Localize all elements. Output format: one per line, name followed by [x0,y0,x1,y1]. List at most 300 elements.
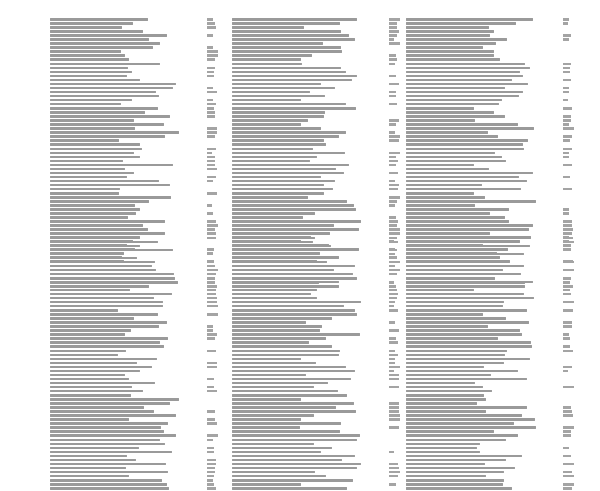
index-entry [406,398,588,401]
index-entry-text [406,208,509,211]
index-entry [406,443,588,446]
index-entry [50,313,232,316]
index-entry-text [406,188,521,191]
index-entry-text [50,26,122,29]
index-entry-text [406,139,528,142]
index-entry [406,483,588,486]
index-entry [232,265,414,268]
index-entry [50,374,232,377]
index-entry [232,370,414,373]
index-page-number [207,434,218,437]
index-page-number [389,184,399,187]
index-entry-text [406,107,474,110]
index-entry-text [50,418,129,421]
index-entry-text [406,236,531,239]
index-entry-text [406,260,510,263]
index-entry [50,321,232,324]
index-page-number [207,34,213,37]
index-entry-text [232,87,335,90]
index-page-number [563,236,569,239]
index-entry [232,333,414,336]
index-entry-text [406,285,492,288]
index-page-number [207,281,212,284]
index-page-number [207,58,215,61]
index-entry [406,378,588,381]
index-entry-text [50,354,118,357]
index-entry-text [50,176,127,179]
index-entry-text [50,115,170,118]
index-page-number [207,192,217,195]
index-entry-text [232,471,315,474]
index-entry-text [406,196,485,199]
index-entry-text [50,91,156,94]
index-page-number [563,164,572,167]
index-entry-text [232,451,321,454]
index-entry-text [232,172,344,175]
index-entry-text [232,148,313,151]
index-entry-text [50,309,118,312]
index-page-number [389,305,394,308]
index-entry [232,459,414,462]
index-entry-text [406,410,486,413]
index-entry-text [50,459,136,462]
index-page-number [207,46,213,49]
index-entry-text [232,463,361,466]
index-entry-text [50,269,156,272]
index-page-number [389,354,398,357]
index-entry-text [406,200,536,203]
index-page-number [207,386,214,389]
index-entry [406,309,588,312]
index-page-number [207,451,214,454]
index-page-number [563,337,570,340]
index-entry-text [406,358,530,361]
index-page-number [207,71,214,74]
index-entry [406,321,588,324]
index-entry [406,297,588,300]
index-entry-text [232,281,339,284]
index-entry [232,260,414,263]
index-entry-text [232,337,326,340]
index-entry-text [50,483,167,486]
index-entry [50,414,232,417]
index-entry [50,180,232,183]
index-page-number [207,67,215,70]
index-entry [406,204,588,207]
index-entry [50,252,232,255]
index-page-number [389,475,398,478]
index-entry [232,451,414,454]
index-entry-text [50,240,133,243]
index-entry-text [406,148,524,151]
index-entry-text [50,329,131,332]
index-entry [406,216,588,219]
index-entry [406,135,588,138]
index-entry [50,265,232,268]
index-entry-text [406,451,480,454]
index-entry-text [406,325,488,328]
index-page-number [207,350,216,353]
index-entry [232,99,414,102]
index-entry-text [232,370,355,373]
index-page-number [207,418,215,421]
index-entry-text [232,256,339,259]
index-page-number [563,139,570,142]
index-entry-text [406,79,512,82]
index-page-number [563,119,571,122]
index-entry-text [406,305,503,308]
index-entry-text [406,228,496,231]
index-page-number [563,386,574,389]
index-entry-text [50,75,127,78]
index-page-number [389,362,395,365]
index-entry-text [406,313,483,316]
index-entry [232,402,414,405]
index-entry-text [406,63,525,66]
index-entry-text [406,317,506,320]
index-entry-text [50,447,139,450]
index-entry [406,305,588,308]
index-entry-text [50,95,159,98]
index-entry-text [406,46,483,49]
index-entry-text [406,38,507,41]
index-entry-text [50,200,149,203]
index-entry [50,160,232,163]
index-entry [50,309,232,312]
index-page-number [389,188,398,191]
index-entry [232,341,414,344]
index-page-number [563,38,569,41]
index-entry-text [232,313,357,316]
index-entry-text [232,240,301,243]
index-entry [50,256,232,259]
index-page-number [389,378,399,381]
index-page-number [207,269,218,272]
index-entry-text [232,439,357,442]
index-entry-text [50,184,170,187]
index-page-number [207,54,218,57]
index-page-number [563,91,569,94]
index-page-number [563,345,570,348]
index-entry-text [406,406,527,409]
index-entry-text [232,22,340,25]
index-entry [232,273,414,276]
index-page-number [389,139,399,142]
index-entry [406,434,588,437]
index-page-number [389,374,399,377]
index-entry [406,71,588,74]
index-entry [232,406,414,409]
index-page-number [207,164,215,167]
index-entry [232,103,414,106]
index-entry-text [50,244,127,247]
index-entry [232,475,414,478]
index-entry [50,434,232,437]
index-page-number [563,34,571,37]
index-entry-text [50,317,134,320]
index-page-number [207,297,217,300]
index-page-number [207,471,215,474]
index-page-number [207,293,216,296]
index-entry [232,350,414,353]
index-entry-text [232,91,310,94]
index-entry [50,172,232,175]
index-page-number [389,248,395,251]
index-entry-text [232,285,301,288]
index-page-number [389,224,397,227]
index-entry [50,168,232,171]
index-entry [232,439,414,442]
index-entry [50,184,232,187]
index-entry-text [406,30,494,33]
index-page-number [389,309,398,312]
index-page-number [207,260,214,263]
index-entry-text [406,58,500,61]
index-page-number [563,107,572,110]
index-entry [50,67,232,70]
index-entry [50,54,232,57]
index-entry [50,148,232,151]
index-entry-text [50,301,163,304]
index-page-number [207,325,213,328]
index-entry-text [406,160,506,163]
index-page-number [563,79,571,82]
index-entry [406,265,588,268]
index-entry [406,471,588,474]
index-entry-text [406,18,533,21]
index-entry-text [406,459,506,462]
index-entry-text [50,475,129,478]
index-entry-text [232,467,357,470]
index-entry [232,196,414,199]
index-entry [50,418,232,421]
index-entry-text [50,67,128,70]
index-entry [406,119,588,122]
index-entry-text [406,447,477,450]
index-entry [232,252,414,255]
index-entry-text [50,305,163,308]
index-entry [232,139,414,142]
index-entry-text [406,212,490,215]
index-entry [406,22,588,25]
index-entry-text [406,455,522,458]
index-entry-text [50,374,125,377]
index-page-number [563,350,573,353]
index-entry [406,329,588,332]
index-page-number [389,83,399,86]
index-entry [406,402,588,405]
index-entry-text [232,244,329,247]
index-page-number [563,410,572,413]
index-entry-text [232,236,311,239]
index-entry-text [406,333,522,336]
index-entry [50,260,232,263]
index-entry-text [406,172,533,175]
index-entry [50,390,232,393]
index-page-number [207,252,213,255]
index-entry-text [232,38,355,41]
index-page-number [563,87,569,90]
index-entry-text [232,475,326,478]
index-entry-text [232,184,324,187]
index-entry-text [232,358,301,361]
index-entry [232,447,414,450]
index-entry [406,313,588,316]
index-entry [406,228,588,231]
index-entry [50,430,232,433]
index-entry [232,34,414,37]
index-entry-text [232,394,347,397]
index-entry-text [50,281,133,284]
index-entry [232,152,414,155]
index-entry [50,119,232,122]
index-entry [232,87,414,90]
index-entry [232,131,414,134]
index-entry-text [406,426,536,429]
index-entry-text [50,156,140,159]
index-entry [406,358,588,361]
index-entry-text [232,248,359,251]
index-entry [232,321,414,324]
index-entry [406,54,588,57]
index-page-number [207,22,215,25]
index-entry [232,224,414,227]
index-entry [232,463,414,466]
index-entry-text [232,443,314,446]
index-page-number [207,204,212,207]
index-entry-text [406,418,535,421]
index-entry-text [50,188,120,191]
index-entry-text [406,354,505,357]
index-entry [50,18,232,21]
index-entry [232,467,414,470]
index-entry [50,75,232,78]
index-page-number [563,447,569,450]
index-entry-text [50,277,127,280]
index-entry-text [50,111,145,114]
index-entry [232,79,414,82]
index-entry [232,50,414,53]
index-entry [406,260,588,263]
index-page-number [207,176,216,179]
index-entry-text [232,273,314,276]
index-page-number [389,172,398,175]
index-entry [50,341,232,344]
index-entry-text [50,63,160,66]
index-entry [50,46,232,49]
index-page-number [389,402,399,405]
index-entry [232,378,414,381]
index-entry [50,22,232,25]
index-entry [406,293,588,296]
index-entry [406,107,588,110]
index-page-number [389,91,396,94]
index-page-number [563,115,571,118]
index-page-number [563,321,572,324]
index-entry [232,430,414,433]
index-entry [50,410,232,413]
index-page-number [389,228,400,231]
index-entry-text [232,228,359,231]
index-page-number [563,370,568,373]
index-entry [50,127,232,130]
index-page-number [207,329,213,332]
index-entry [406,115,588,118]
index-entry [232,188,414,191]
index-entry-text [50,204,135,207]
index-entry [50,152,232,155]
index-entry [50,212,232,215]
index-page-number [207,135,215,138]
index-entry [406,333,588,336]
index-entry-text [232,204,354,207]
index-page-number [207,390,217,393]
index-entry [232,204,414,207]
index-entry-text [232,152,345,155]
index-entry [232,277,414,280]
index-page-number [207,99,213,102]
index-entry-text [50,293,172,296]
index-entry [232,471,414,474]
index-entry [50,71,232,74]
index-entry [50,123,232,126]
index-entry-text [50,135,165,138]
index-page-number [389,350,395,353]
index-entry [232,46,414,49]
index-entry [232,345,414,348]
index-page-number [389,297,397,300]
index-entry [50,479,232,482]
index-entry [50,362,232,365]
index-entry [406,479,588,482]
index-entry-text [50,325,159,328]
index-page-number [389,152,400,155]
index-entry [232,479,414,482]
index-entry [232,248,414,251]
index-entry [232,297,414,300]
index-page-number [207,103,216,106]
index-entry [50,91,232,94]
index-entry-text [406,220,475,223]
index-entry-text [50,168,125,171]
index-page-number [563,406,571,409]
index-entry [406,406,588,409]
index-page-number [563,430,571,433]
index-entry [232,337,414,340]
index-entry [406,439,588,442]
index-page-number [563,63,571,66]
index-entry-text [50,345,164,348]
index-entry [232,164,414,167]
index-entry-text [50,370,140,373]
index-entry-text [50,451,172,454]
index-entry-text [50,341,160,344]
index-entry [50,139,232,142]
index-entry [50,131,232,134]
index-entry [232,366,414,369]
index-entry [406,224,588,227]
index-entry-text [406,34,490,37]
index-entry-text [232,54,312,57]
index-entry-text [406,67,530,70]
index-entry [406,184,588,187]
index-entry-text [406,232,490,235]
index-entry [232,244,414,247]
index-entry [50,317,232,320]
index-entry [50,232,232,235]
index-entry-text [232,325,322,328]
index-entry [232,160,414,163]
